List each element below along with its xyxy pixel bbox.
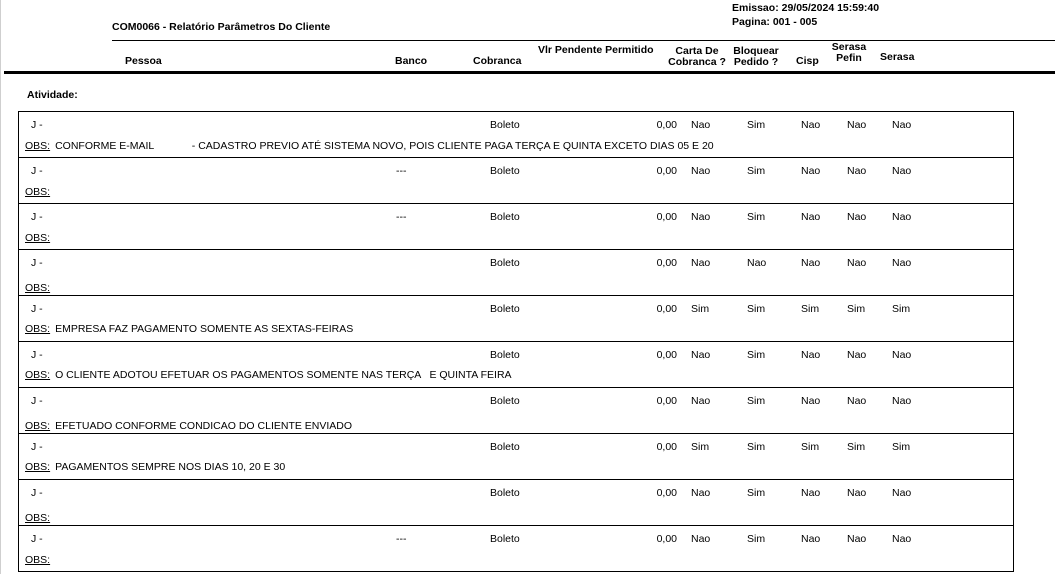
table-row: [18, 525, 1014, 572]
cell-bloquear: Sim: [747, 441, 766, 453]
col-header-banco: Banco: [395, 55, 428, 67]
col-header-cisp: Cisp: [796, 55, 819, 67]
cell-serasa-pefin: Nao: [847, 257, 867, 269]
cell-vlr-pendente: 0,00: [656, 303, 677, 315]
table-row: [18, 433, 1014, 479]
page-left-edge: [0, 0, 1, 574]
cell-carta: Nao: [691, 487, 711, 499]
cell-banco: ---: [396, 165, 407, 177]
header-bottom-rule: [4, 71, 1055, 74]
table-row: [18, 157, 1014, 203]
col-header-serasa: Serasa: [880, 51, 915, 63]
cell-vlr-pendente: 0,00: [656, 165, 677, 177]
cell-cisp: Nao: [801, 165, 821, 177]
cell-pessoa: J -: [31, 211, 43, 223]
obs-label: OBS:: [25, 232, 51, 244]
cell-serasa-pefin: Nao: [847, 349, 867, 361]
cell-serasa-pefin: Sim: [847, 441, 866, 453]
cell-cobranca: Boleto: [490, 533, 520, 545]
cell-pessoa: J -: [31, 395, 43, 407]
cell-bloquear: Sim: [747, 211, 766, 223]
cell-banco: ---: [396, 533, 407, 545]
cell-carta: Sim: [691, 441, 710, 453]
obs-label: OBS:: [25, 420, 51, 432]
cell-serasa: Nao: [892, 257, 912, 269]
cell-carta: Nao: [691, 349, 711, 361]
cell-cisp: Nao: [801, 395, 821, 407]
cell-serasa-pefin: Nao: [847, 487, 867, 499]
obs-line: [25, 186, 55, 198]
obs-line: [25, 554, 55, 566]
cell-serasa-pefin: Nao: [847, 211, 867, 223]
emission-date: Emissao: 29/05/2024 15:59:40: [732, 2, 880, 14]
cell-cisp: Sim: [801, 441, 820, 453]
cell-cobranca: Boleto: [490, 119, 520, 131]
obs-line: [25, 512, 55, 524]
cell-vlr-pendente: 0,00: [656, 211, 677, 223]
col-header-bloquear: [728, 46, 784, 68]
cell-pessoa: J -: [31, 441, 43, 453]
cell-cobranca: Boleto: [490, 441, 520, 453]
cell-cobranca: Boleto: [490, 211, 520, 223]
cell-vlr-pendente: 0,00: [656, 395, 677, 407]
cell-pessoa: J -: [31, 487, 43, 499]
cell-serasa: Nao: [892, 487, 912, 499]
cell-serasa-pefin: Nao: [847, 165, 867, 177]
cell-serasa-pefin: Sim: [847, 303, 866, 315]
page-number: Pagina: 001 - 005: [732, 16, 818, 28]
cell-serasa-pefin: Nao: [847, 533, 867, 545]
cell-cobranca: Boleto: [490, 487, 520, 499]
col-header-vlr-pendente: Vlr Pendente Permitido: [538, 44, 654, 56]
cell-vlr-pendente: 0,00: [656, 257, 677, 269]
col-header-pefin-l2: Pefin: [836, 52, 862, 64]
table-row: [18, 341, 1014, 387]
obs-line: [25, 420, 352, 432]
cell-serasa: Sim: [892, 303, 911, 315]
obs-label: OBS:: [25, 140, 51, 152]
cell-carta: Nao: [691, 533, 711, 545]
col-header-pessoa: Pessoa: [125, 55, 162, 67]
cell-vlr-pendente: 0,00: [656, 441, 677, 453]
obs-line: [25, 323, 353, 335]
obs-label: OBS:: [25, 282, 51, 294]
cell-serasa: Nao: [892, 533, 912, 545]
cell-serasa: Nao: [892, 349, 912, 361]
cell-serasa: Nao: [892, 395, 912, 407]
cell-cisp: Nao: [801, 119, 821, 131]
cell-bloquear: Sim: [747, 349, 766, 361]
cell-vlr-pendente: 0,00: [656, 349, 677, 361]
cell-cisp: Nao: [801, 533, 821, 545]
col-header-serasa-pefin: [829, 42, 869, 64]
obs-line: [25, 282, 55, 294]
cell-bloquear: Nao: [747, 257, 767, 269]
cell-serasa-pefin: Nao: [847, 119, 867, 131]
cell-cisp: Nao: [801, 211, 821, 223]
obs-text: O CLIENTE ADOTOU EFETUAR OS PAGAMENTOS SOMENTE NAS TERÇA E QUINTA FEIRA: [55, 369, 512, 381]
cell-pessoa: J -: [31, 165, 43, 177]
cell-banco: ---: [396, 211, 407, 223]
table-row: [18, 249, 1014, 295]
cell-cobranca: Boleto: [490, 303, 520, 315]
col-header-pefin-l1: Serasa: [831, 41, 867, 53]
table-row: [18, 295, 1014, 341]
obs-label: OBS:: [25, 461, 51, 473]
section-atividade: Atividade:: [27, 89, 78, 101]
col-header-bloquear-l1: Bloquear: [733, 45, 779, 57]
cell-pessoa: J -: [31, 349, 43, 361]
cell-serasa: Nao: [892, 165, 912, 177]
obs-text: CONFORME E-MAIL - CADASTRO PREVIO ATÉ SISTEMA NOVO, POIS CLIENTE PAGA TERÇA E QUINTA EXCETO DIAS 05 E 20: [55, 140, 714, 152]
obs-text: EFETUADO CONFORME CONDICAO DO CLIENTE ENVIADO: [55, 420, 353, 432]
cell-cobranca: Boleto: [490, 349, 520, 361]
cell-carta: Nao: [691, 395, 711, 407]
cell-cisp: Nao: [801, 487, 821, 499]
cell-carta: Nao: [691, 119, 711, 131]
cell-cisp: Sim: [801, 303, 820, 315]
cell-pessoa: J -: [31, 257, 43, 269]
cell-cobranca: Boleto: [490, 165, 520, 177]
client-list: [18, 111, 1014, 572]
cell-bloquear: Sim: [747, 487, 766, 499]
cell-pessoa: J -: [31, 303, 43, 315]
cell-pessoa: J -: [31, 533, 43, 545]
obs-text: EMPRESA FAZ PAGAMENTO SOMENTE AS SEXTAS-FEIRAS: [55, 323, 354, 335]
cell-carta: Sim: [691, 303, 710, 315]
table-row: [18, 203, 1014, 249]
cell-serasa-pefin: Nao: [847, 395, 867, 407]
cell-serasa: Nao: [892, 119, 912, 131]
cell-carta: Nao: [691, 257, 711, 269]
obs-line: [25, 232, 55, 244]
cell-cisp: Nao: [801, 349, 821, 361]
cell-bloquear: Sim: [747, 533, 766, 545]
obs-label: OBS:: [25, 369, 51, 381]
cell-bloquear: Sim: [747, 119, 766, 131]
obs-line: [25, 369, 512, 381]
col-header-cobranca: Cobranca: [473, 55, 522, 67]
cell-serasa: Sim: [892, 441, 911, 453]
cell-vlr-pendente: 0,00: [656, 533, 677, 545]
col-header-carta-l1: Carta De: [675, 45, 719, 57]
cell-vlr-pendente: 0,00: [656, 119, 677, 131]
header-divider: [112, 40, 1055, 41]
cell-bloquear: Sim: [747, 165, 766, 177]
cell-serasa: Nao: [892, 211, 912, 223]
obs-label: OBS:: [25, 186, 51, 198]
cell-carta: Nao: [691, 211, 711, 223]
cell-carta: Nao: [691, 165, 711, 177]
col-header-carta-l2: Cobranca ?: [668, 56, 726, 68]
cell-bloquear: Sim: [747, 303, 766, 315]
obs-line: [25, 140, 714, 152]
cell-cisp: Nao: [801, 257, 821, 269]
report-title: COM0066 - Relatório Parâmetros Do Cliente: [112, 21, 331, 33]
table-row: [18, 111, 1014, 157]
cell-bloquear: Sim: [747, 395, 766, 407]
obs-line: [25, 461, 285, 473]
obs-label: OBS:: [25, 323, 51, 335]
col-header-bloquear-l2: Pedido ?: [733, 56, 779, 68]
table-row: [18, 387, 1014, 433]
cell-vlr-pendente: 0,00: [656, 487, 677, 499]
col-header-carta: [667, 46, 727, 68]
cell-pessoa: J -: [31, 119, 43, 131]
obs-label: OBS:: [25, 512, 51, 524]
cell-cobranca: Boleto: [490, 395, 520, 407]
obs-text: PAGAMENTOS SEMPRE NOS DIAS 10, 20 E 30: [55, 461, 286, 473]
cell-cobranca: Boleto: [490, 257, 520, 269]
obs-label: OBS:: [25, 554, 51, 566]
table-row: [18, 479, 1014, 525]
